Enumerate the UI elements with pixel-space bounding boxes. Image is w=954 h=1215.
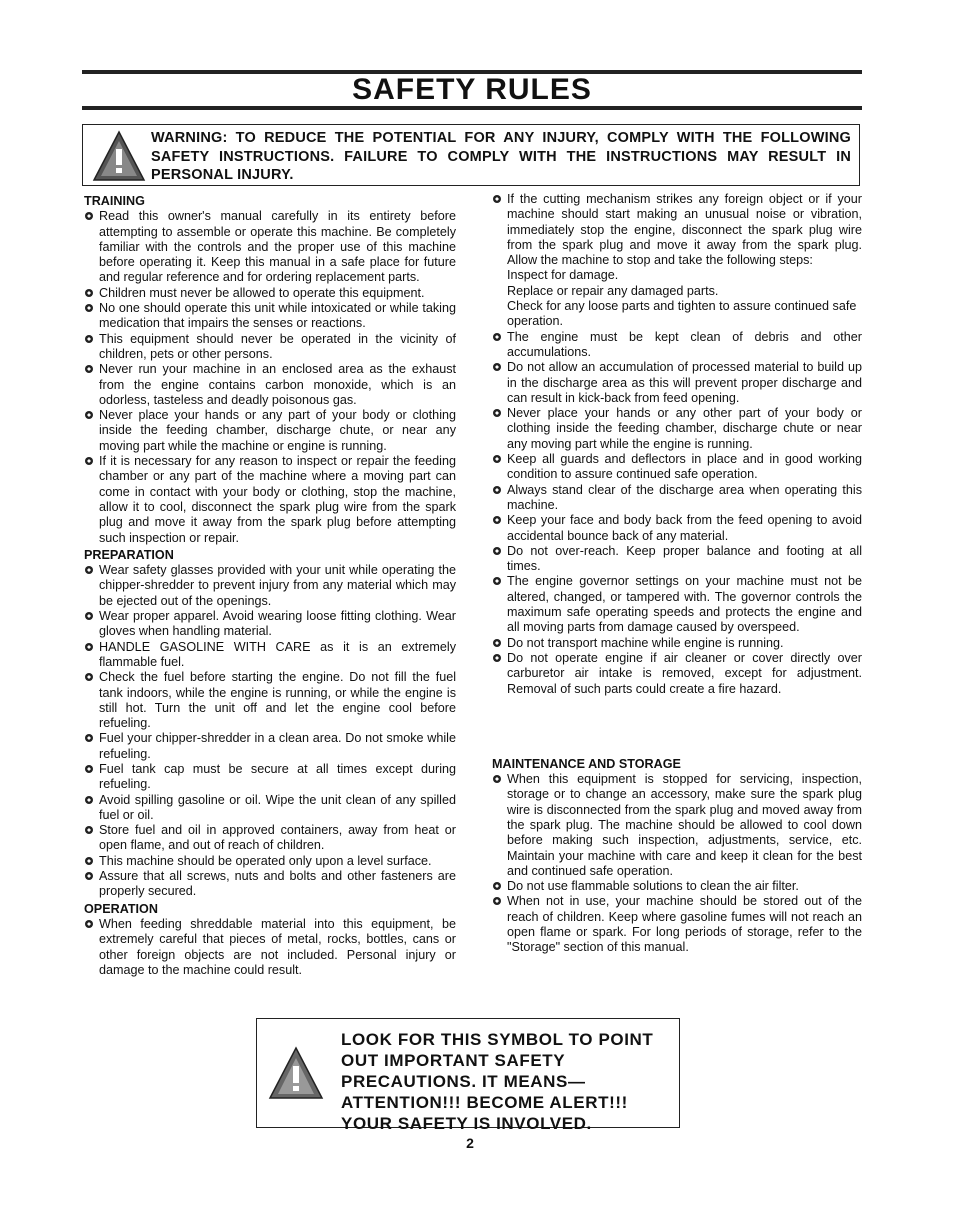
page-title: SAFETY RULES [352,73,592,106]
warning-triangle-icon [267,1045,325,1101]
list-item-text: If the cutting mechanism strikes any foreign object or if your machine should start making an unusual noise or vibration, immediately stop the engine, disconnect the spark plug wire from the spark plug and move it away from the spark plug. Allow the machine to stop and take the following steps: [507,192,862,268]
list-item: No one should operate this unit while intoxicated or while taking medication that impairs the senses or reactions. [84,301,456,332]
list-item: HANDLE GASOLINE WITH CARE as it is an extremely flammable fuel. [84,640,456,671]
callout-text: LOOK FOR THIS SYMBOL TO POINT OUT IMPORTANT SAFETY PRECAUTIONS. IT MEANS—ATTENTION!!! BECOME ALERT!!! YOUR SAFETY IS INVOLVED. [341,1030,654,1133]
list-item: Always stand clear of the discharge area when operating this machine. [492,483,862,514]
list-item: Fuel your chipper-shredder in a clean area. Do not smoke while refueling. [84,731,456,762]
title-rule-bottom [82,106,862,110]
list-item: Do not allow an accumulation of processed material to build up in the discharge area as this will prevent proper discharge and can result in kick-back from feed opening. [492,360,862,406]
operation-continued-list [492,192,862,697]
list-item: Read this owner's manual carefully in its entirety before attempting to assemble or operate this machine. Be completely familiar with the controls and the proper use of this machine before operating it. Keep this manual in a safe place for future and regular reference and for ordering replacement parts. [84,209,456,285]
maintenance-list [492,772,862,956]
list-item: Do not transport machine while engine is running. [492,636,862,651]
list-item: Store fuel and oil in approved containers, away from heat or open flame, and out of reach of children. [84,823,456,854]
list-item: When feeding shreddable material into this equipment, be extremely careful that pieces of metal, rocks, bottles, cans or other foreign objects are not included. Personal injury or damage to the machine could result. [84,917,456,978]
warning-box [82,124,860,186]
list-item: If it is necessary for any reason to inspect or repair the feeding chamber or any part of the machine where a moving part can come in contact with your body or clothing, stop the machine, allow it to cool, disconnect the spark plug wire from the spark plug and move it away from the spark plug before attempting such inspection or repair. [84,454,456,546]
preparation-heading: PREPARATION [84,547,174,562]
section-gap [492,697,862,755]
list-item: The engine must be kept clean of debris and other accumulations. [492,330,862,361]
operation-heading: OPERATION [84,901,158,916]
list-item: Never place your hands or any part of your body or clothing inside the feeding chamber, discharge chute, or near any moving part while the machine or engine is running. [84,408,456,454]
list-item: Assure that all screws, nuts and bolts and other fasteners are properly secured. [84,869,456,900]
page-number: 2 [466,1135,474,1151]
maintenance-heading: MAINTENANCE AND STORAGE [492,756,681,771]
sub-step: Replace or repair any damaged parts. [507,283,719,298]
list-item: This equipment should never be operated in the vicinity of children, pets or other persons. [84,332,456,363]
list-item: Do not use flammable solutions to clean the air filter. [492,879,862,894]
training-heading: TRAINING [84,194,145,208]
list-item: Children must never be allowed to operate this equipment. [84,286,456,301]
list-item: The engine governor settings on your machine must not be altered, changed, or tampered with. The governor controls the maximum safe operating speeds and protects the engine and all moving parts from damage caused by overspeed. [492,574,862,635]
list-item: Keep all guards and deflectors in place and in good working condition to assure continued safe operation. [492,452,862,483]
list-item: When not in use, your machine should be stored out of the reach of children. Keep where gasoline fumes will not reach an open flame or spark. For long periods of storage, refer to the "Storage" section of this manual. [492,894,862,955]
warning-text: WARNING: TO REDUCE THE POTENTIAL FOR ANY INJURY, COMPLY WITH THE FOLLOWING SAFETY INSTRUCTIONS. FAILURE TO COMPLY WITH THE INSTRUCTIONS MAY RESULT IN PERSONAL INJURY. [151,130,851,183]
list-item: Wear safety glasses provided with your unit while operating the chipper-shredder to prevent injury from any material which may be ejected out of the openings. [84,563,456,609]
operation-list [84,917,456,978]
list-item: Do not operate engine if air cleaner or cover directly over carburetor air intake is removed, except for adjustment. Removal of such parts could create a fire hazard. [492,651,862,697]
safety-symbol-callout [256,1018,680,1133]
list-item: Avoid spilling gasoline or oil. Wipe the unit clean of any spilled fuel or oil. [84,793,456,824]
preparation-list [84,563,456,900]
sub-step: Check for any loose parts and tighten to assure continued safe operation. [507,299,857,329]
left-column [84,192,456,978]
list-item: Never place your hands or any other part of your body or clothing inside the feeding chamber, discharge chute or near any moving part while the engine is running. [492,406,862,452]
list-item: Check the fuel before starting the engine. Do not fill the fuel tank indoors, while the engine is running, or while the engine is still hot. Turn the unit off and let the engine cool before refueling. [84,670,456,731]
training-list [84,209,456,546]
list-item: Keep your face and body back from the feed opening to avoid accidental bounce back of any material. [492,513,862,544]
list-item: Fuel tank cap must be secure at all times except during refueling. [84,762,456,793]
list-item: Do not over-reach. Keep proper balance and footing at all times. [492,544,862,575]
list-item: Never run your machine in an enclosed area as the exhaust from the engine contains carbon monoxide, which is an odorless, tasteless and deadly poisonous gas. [84,362,456,408]
list-item: When this equipment is stopped for servicing, inspection, storage or to change an accessory, make sure the spark plug wire is disconnected from the spark plug and moved away from the spark plug. The machine should be allowed to cool down before making such inspection, adjustments, service, etc. Maintain your machine with care and keep it clean for the best and continued safe operation. [492,772,862,879]
right-column [492,192,862,956]
warning-triangle-icon [91,129,147,183]
list-item [492,192,862,330]
list-item: This machine should be operated only upon a level surface. [84,854,456,869]
list-item: Wear proper apparel. Avoid wearing loose fitting clothing. Wear gloves when handling material. [84,609,456,640]
sub-step: Inspect for damage. [507,268,619,283]
